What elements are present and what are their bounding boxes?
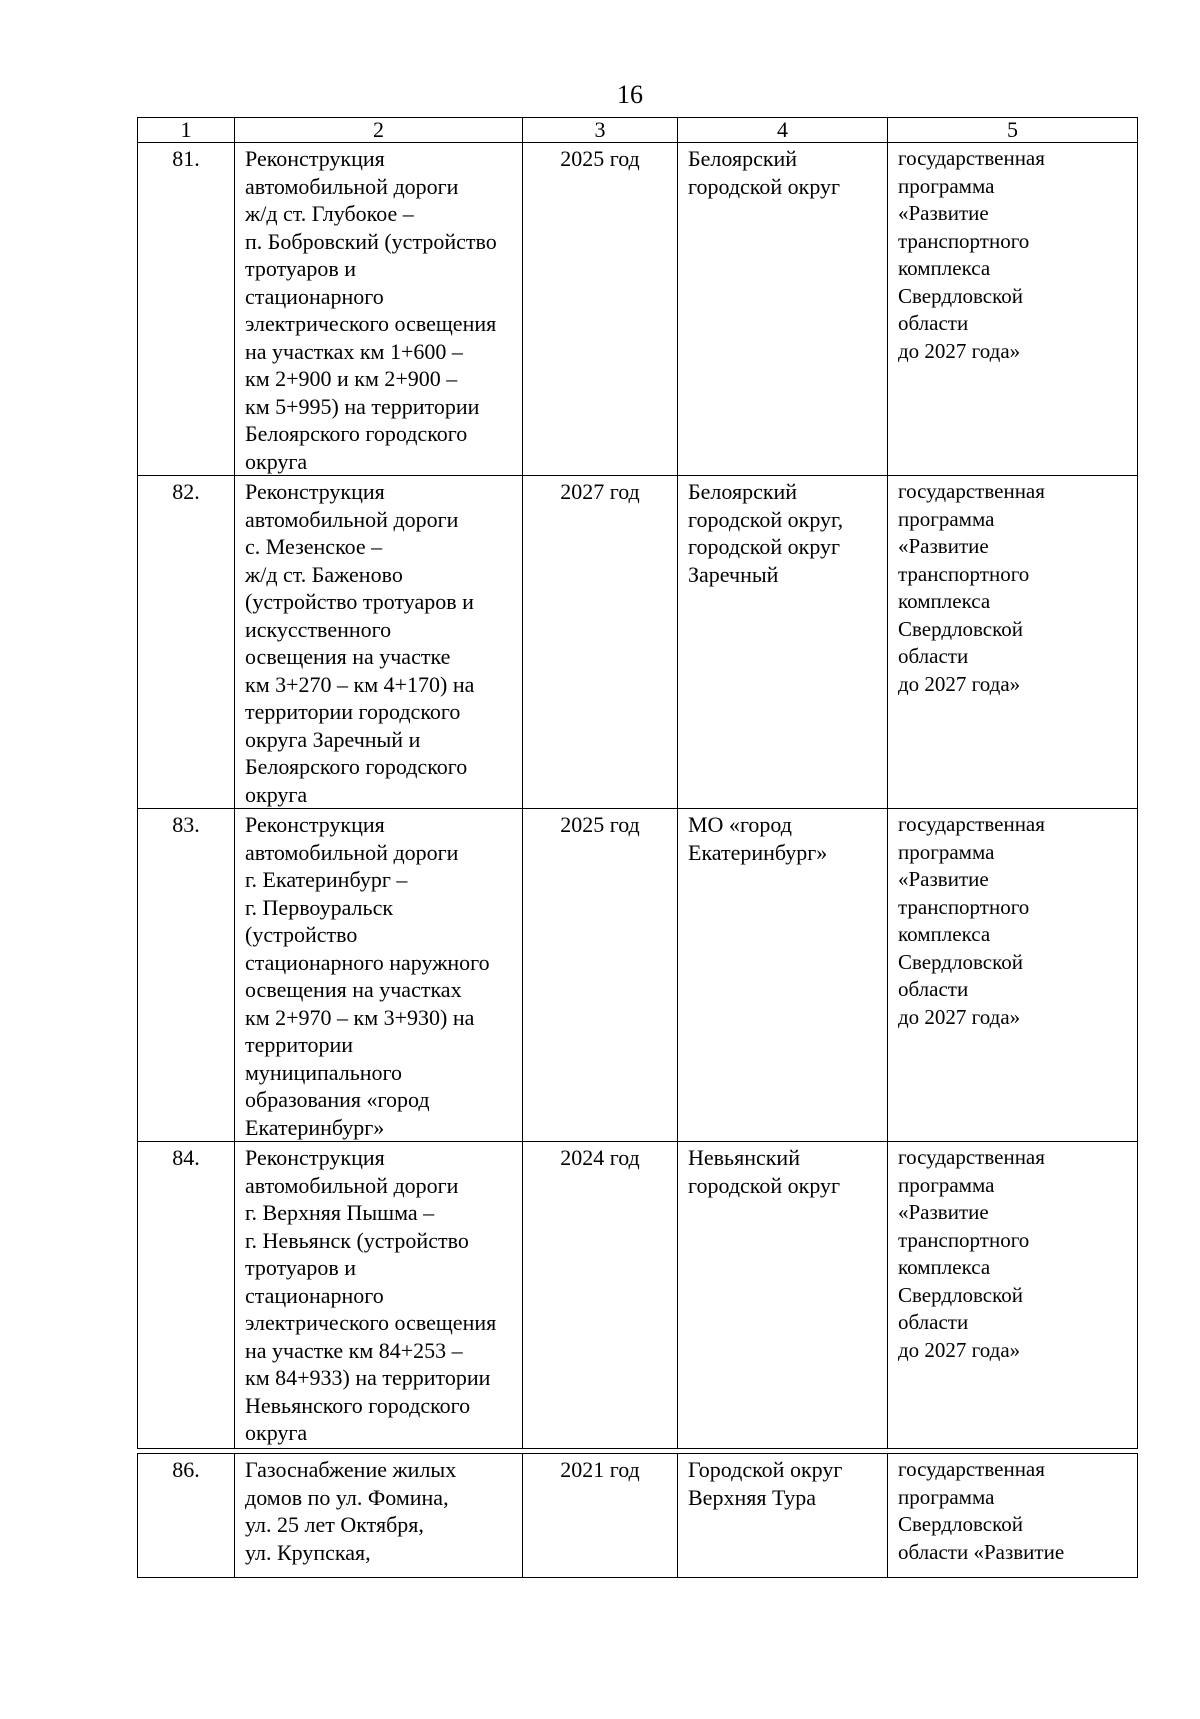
project-name: Реконструкция автомобильной дороги г. Верхняя Пышма – г. Невьянск (устройство тротуаров и стационарного электрического освещения на участке км 84+253 – км 84+933) на территории Невьянского городского округа bbox=[235, 1142, 523, 1449]
project-territory: Городской округ Верхняя Тура bbox=[678, 1454, 888, 1578]
table-row bbox=[138, 1142, 1138, 1449]
project-program: государственная программа «Развитие транспортного комплекса Свердловской области до 2027 года» bbox=[888, 809, 1138, 1142]
project-year: 2024 год bbox=[523, 1142, 678, 1449]
project-territory: Белоярский городской округ bbox=[678, 143, 888, 476]
project-program: государственная программа «Развитие транспортного комплекса Свердловской области до 2027 года» bbox=[888, 476, 1138, 809]
row-number: 86. bbox=[138, 1454, 235, 1578]
column-header: 1 bbox=[138, 118, 235, 143]
project-year: 2025 год bbox=[523, 143, 678, 476]
row-number: 84. bbox=[138, 1142, 235, 1449]
project-name: Газоснабжение жилых домов по ул. Фомина, ул. 25 лет Октября, ул. Крупская, bbox=[235, 1454, 523, 1578]
column-header: 4 bbox=[678, 118, 888, 143]
table-row bbox=[138, 1454, 1138, 1578]
project-year: 2027 год bbox=[523, 476, 678, 809]
table-row bbox=[138, 143, 1138, 476]
project-name: Реконструкция автомобильной дороги с. Мезенское – ж/д ст. Баженово (устройство тротуаров и искусственного освещения на участке км 3+270 – км 4+170) на территории городского округа Заречный и Белоярского городского округа bbox=[235, 476, 523, 809]
project-territory: МО «город Екатеринбург» bbox=[678, 809, 888, 1142]
column-header: 3 bbox=[523, 118, 678, 143]
project-year: 2025 год bbox=[523, 809, 678, 1142]
project-program: государственная программа Свердловской области «Развитие bbox=[888, 1454, 1138, 1578]
column-header: 2 bbox=[235, 118, 523, 143]
row-number: 83. bbox=[138, 809, 235, 1142]
project-name: Реконструкция автомобильной дороги г. Екатеринбург – г. Первоуральск (устройство стационарного наружного освещения на участках км 2+970 – км 3+930) на территории муниципального образования «город Екатеринбург» bbox=[235, 809, 523, 1142]
projects-table bbox=[137, 117, 1138, 1578]
project-program: государственная программа «Развитие транспортного комплекса Свердловской области до 2027 года» bbox=[888, 1142, 1138, 1449]
project-name: Реконструкция автомобильной дороги ж/д ст. Глубокое – п. Бобровский (устройство тротуаров и стационарного электрического освещения на участках км 1+600 – км 2+900 и км 2+900 – км 5+995) на территории Белоярского городского округа bbox=[235, 143, 523, 476]
table-row bbox=[138, 809, 1138, 1142]
column-header: 5 bbox=[888, 118, 1138, 143]
project-territory: Белоярский городской округ, городской округ Заречный bbox=[678, 476, 888, 809]
project-territory: Невьянский городской округ bbox=[678, 1142, 888, 1449]
project-program: государственная программа «Развитие транспортного комплекса Свердловской области до 2027 года» bbox=[888, 143, 1138, 476]
project-year: 2021 год bbox=[523, 1454, 678, 1578]
page-number: 16 bbox=[617, 80, 643, 109]
row-number: 81. bbox=[138, 143, 235, 476]
table-row bbox=[138, 476, 1138, 809]
table-header-row bbox=[138, 118, 1138, 143]
row-number: 82. bbox=[138, 476, 235, 809]
